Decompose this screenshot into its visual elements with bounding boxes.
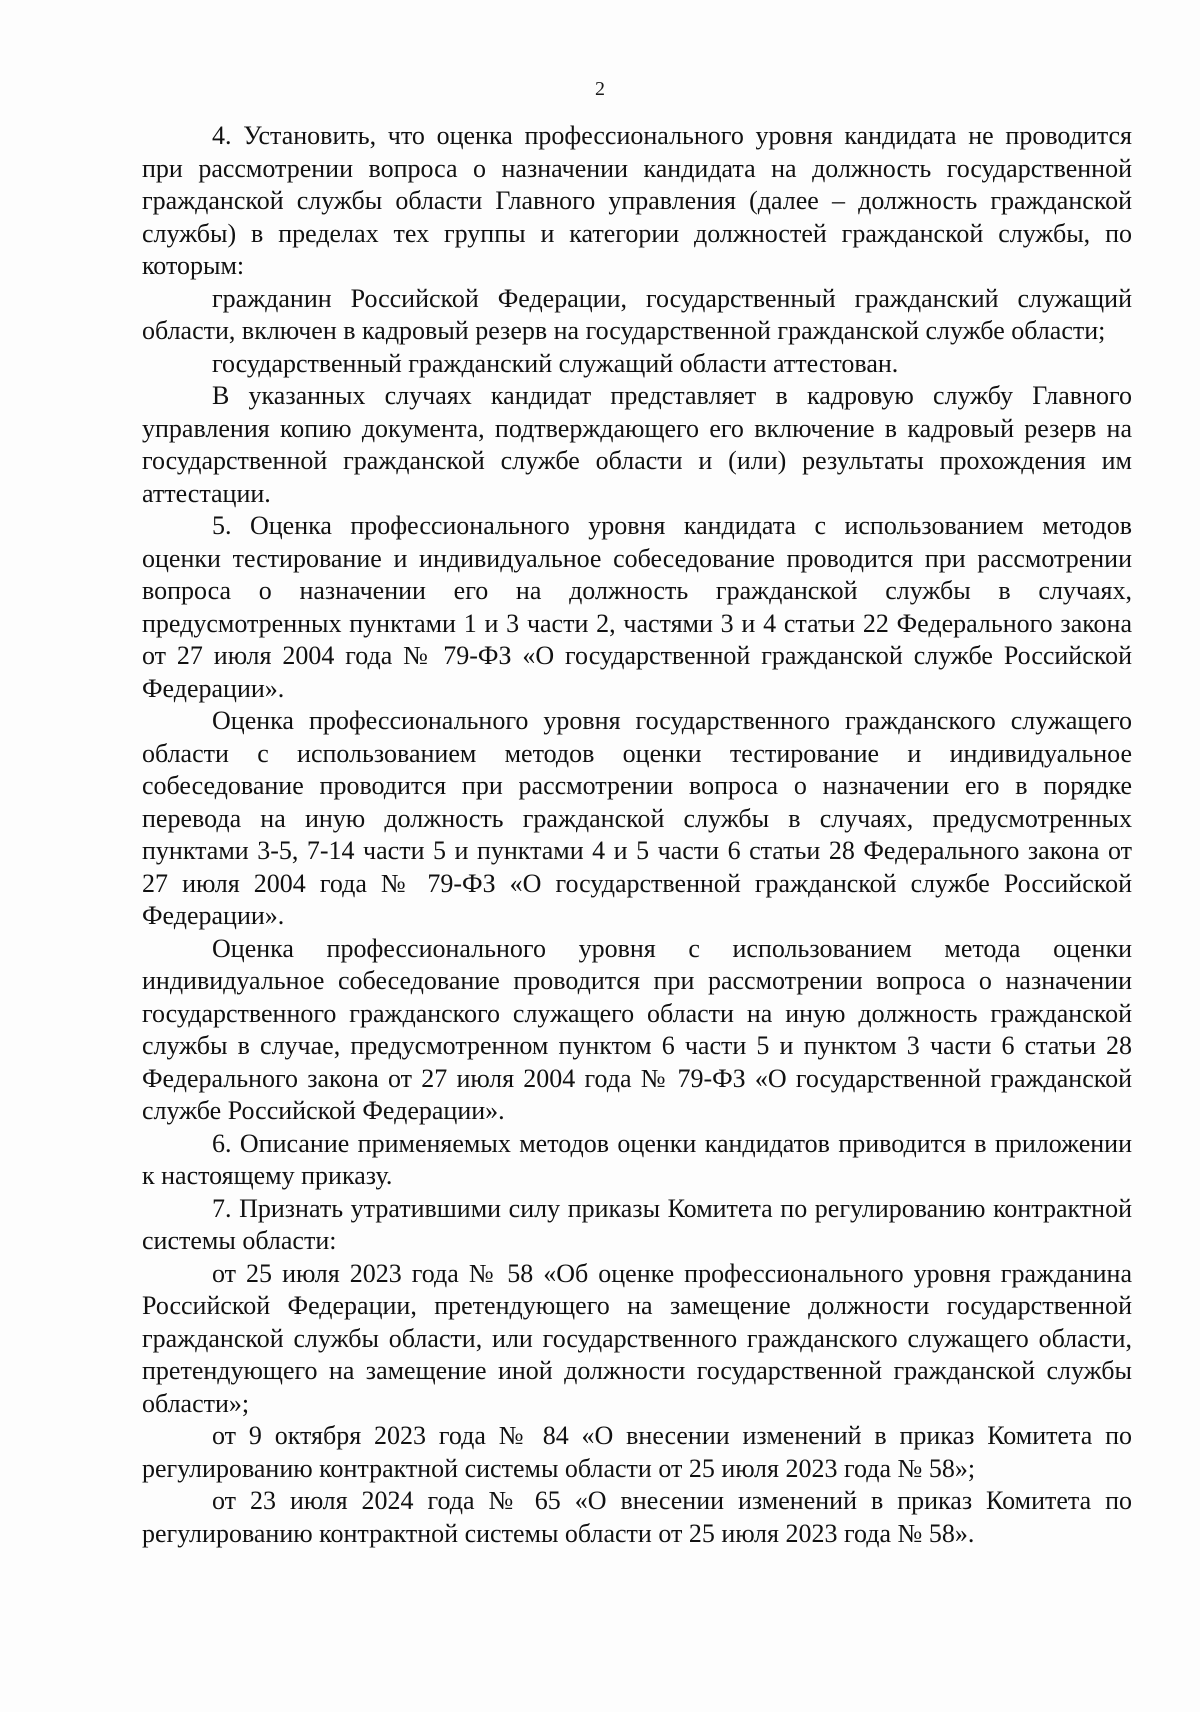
paragraph-interview-assessment: Оценка профессионального уровня с использованием метода оценки индивидуальное собеседование проводится при рассмотрении вопроса о назначении государственного гражданского служащего области на иную должность гражданской службы в случае, предусмотренном пунктом 6 части 5 и пунктом 3 части 6 статьи 28 Федерального закона от 27 июля 2004 года № 79-ФЗ «О государственной гражданской службе Российской Федерации». (142, 933, 1132, 1125)
paragraph-attestation-condition: государственный гражданский служащий области аттестован. (212, 348, 899, 378)
paragraph-reserve-condition: гражданин Российской Федерации, государственный гражданский служащий области, включен в кадровый резерв на государственной гражданской службе области; (142, 283, 1132, 345)
paragraph-repealed-order-65: от 23 июля 2024 года № 65 «О внесении изменений в приказ Комитета по регулированию контрактной системы области от 25 июля 2023 года № 58». (142, 1486, 1132, 1548)
page-number: 2 (595, 78, 605, 100)
paragraph-repealed-order-58: от 25 июля 2023 года № 58 «Об оценке профессионального уровня гражданина Российской Федерации, претендующего на замещение должности государственной гражданской службы области, или государственного гражданского служащего области, претендующего на замещение иной должности государственной гражданской службы области»; (142, 1258, 1132, 1418)
paragraph-item-6: 6. Описание применяемых методов оценки кандидатов приводится в приложении к настоящему приказу. (142, 1128, 1132, 1190)
paragraph-transfer-assessment: Оценка профессионального уровня государственного гражданского служащего области с использованием методов оценки тестирование и индивидуальное собеседование проводится при рассмотрении вопроса о назначении его в порядке перевода на иную должность гражданской службы в случаях, предусмотренных пунктами 3-5, 7-14 части 5 и пунктами 4 и 5 части 6 статьи 28 Федерального закона от 27 июля 2004 года № 79-ФЗ «О государственной гражданской службе Российской Федерации». (142, 706, 1132, 930)
paragraph-item-5: 5. Оценка профессионального уровня кандидата с использованием методов оценки тестирование и индивидуальное собеседование проводится при рассмотрении вопроса о назначении его на должность гражданской службы в случаях, предусмотренных пунктами 1 и 3 части 2, частями 3 и 4 статьи 22 Федерального закона от 27 июля 2004 года № 79-ФЗ «О государственной гражданской службе Российской Федерации». (142, 511, 1132, 703)
document-body (142, 120, 1132, 1550)
paragraph-repealed-order-84: от 9 октября 2023 года № 84 «О внесении изменений в приказ Комитета по регулированию контрактной системы области от 25 июля 2023 года № 58»; (142, 1421, 1132, 1483)
paragraph-item-4: 4. Установить, что оценка профессионального уровня кандидата не проводится при рассмотрении вопроса о назначении кандидата на должность государственной гражданской службы области Главного управления (далее – должность гражданской службы) в пределах тех группы и категории должностей гражданской службы, по которым: (142, 121, 1132, 280)
paragraph-item-7: 7. Признать утратившими силу приказы Комитета по регулированию контрактной системы области: (142, 1193, 1132, 1255)
paragraph-documents-submission: В указанных случаях кандидат представляет в кадровую службу Главного управления копию документа, подтверждающего его включение в кадровый резерв на государственной гражданской службе области и (или) результаты прохождения им аттестации. (142, 381, 1132, 508)
